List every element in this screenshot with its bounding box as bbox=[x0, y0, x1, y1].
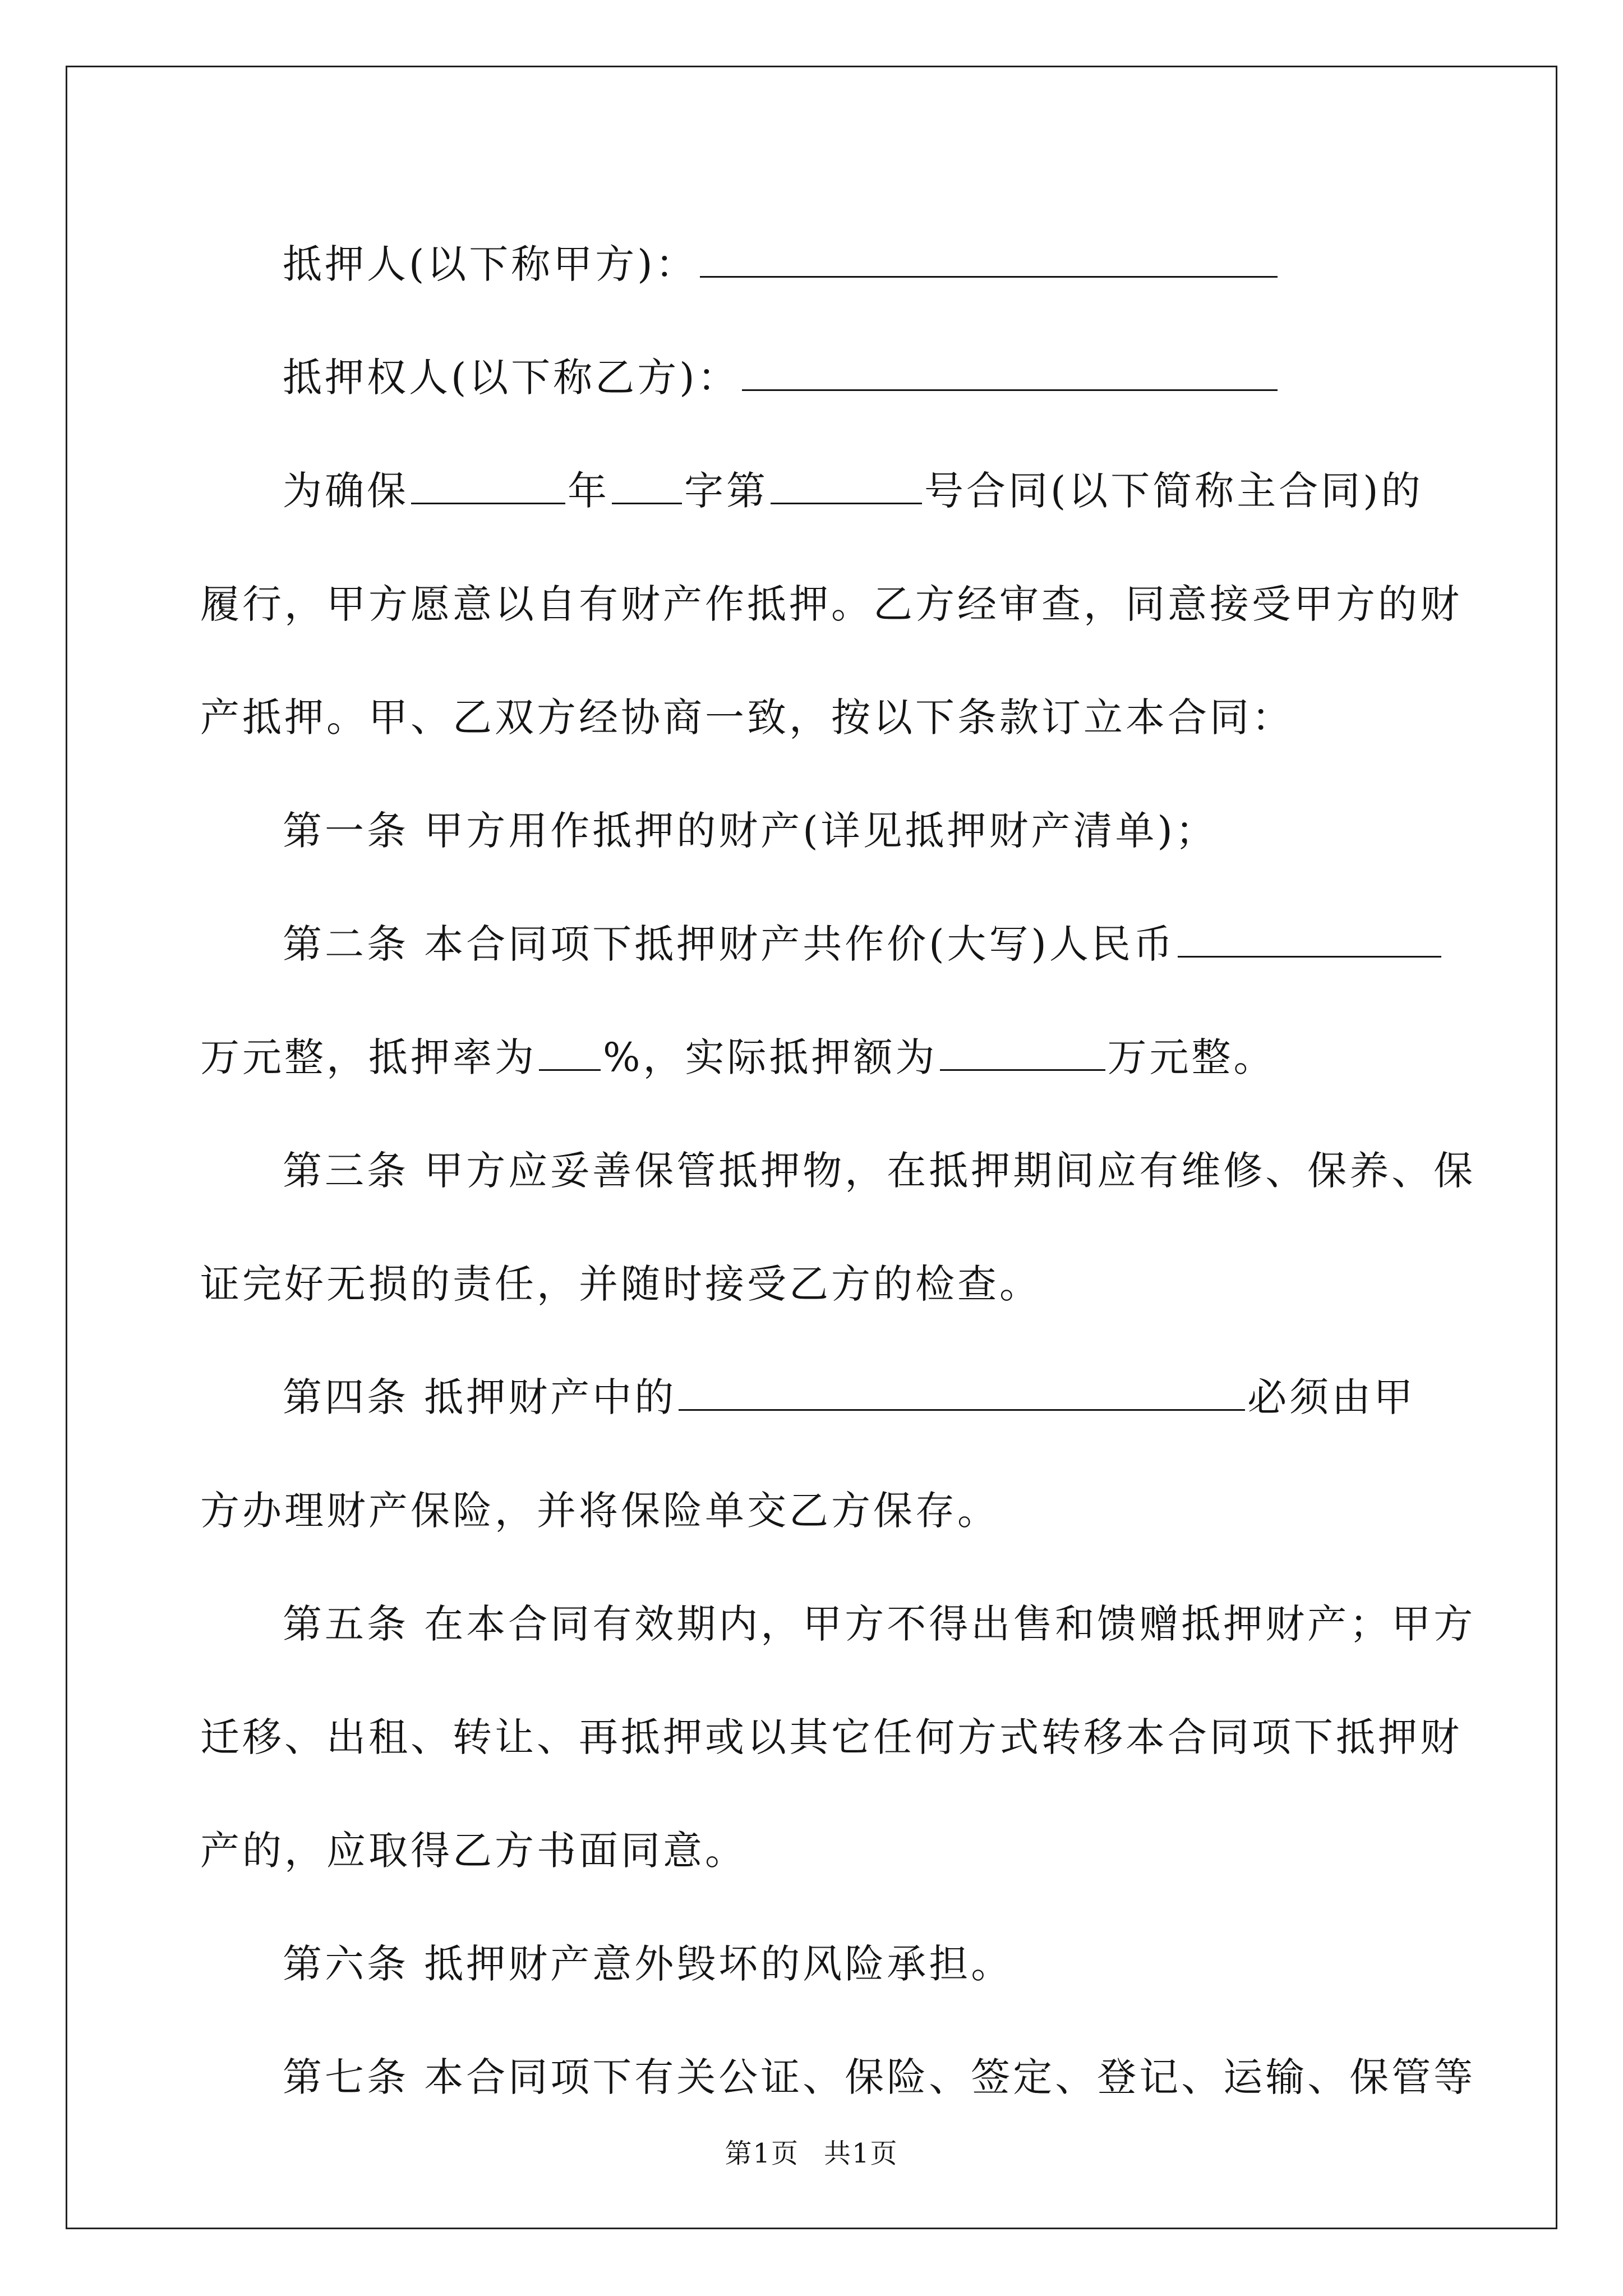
article-2 bbox=[200, 887, 1434, 1001]
text-segment: 第七条 本合同项下有关公证、保险、签定、登记、运输、保管等 bbox=[283, 2054, 1476, 2100]
contract-number-blank[interactable] bbox=[771, 470, 922, 504]
text-segment: 履行，甲方愿意以自有财产作抵押。乙方经审查，同意接受甲方的财 bbox=[200, 581, 1462, 627]
paragraph-line bbox=[200, 1001, 1434, 1114]
text-segment: 年 bbox=[568, 468, 610, 514]
text-segment: 产抵押。甲、乙双方经协商一致，按以下条款订立本合同： bbox=[200, 694, 1294, 740]
text-segment: 第六条 抵押财产意外毁坏的风险承担。 bbox=[283, 1941, 1013, 1987]
text-segment: 第五条 在本合同有效期内，甲方不得出售和馈赠抵押财产；甲方 bbox=[283, 1601, 1476, 1647]
mortgagee-label: 抵押权人(以下称乙方)： bbox=[283, 355, 740, 401]
paragraph-line bbox=[200, 547, 1462, 661]
valuation-blank[interactable] bbox=[1178, 923, 1441, 958]
text-segment: 字第 bbox=[684, 468, 768, 514]
article-1 bbox=[200, 774, 1434, 887]
article-6 bbox=[200, 1907, 1434, 2021]
text-segment: 第一条 甲方用作抵押的财产(详见抵押财产清单)； bbox=[283, 808, 1218, 854]
paragraph-line bbox=[200, 661, 1434, 774]
text-segment: 万元整，抵押率为 bbox=[200, 1034, 537, 1080]
page-number: 第1页 bbox=[725, 2138, 799, 2169]
mortgage-rate-blank[interactable] bbox=[539, 1037, 601, 1071]
article-7 bbox=[200, 2021, 1476, 2134]
article-4 bbox=[200, 1341, 1434, 1454]
contract-body bbox=[200, 0, 1476, 2134]
article-3 bbox=[200, 1114, 1476, 1227]
text-segment: 必须由甲 bbox=[1247, 1374, 1416, 1420]
page-footer bbox=[0, 2132, 1623, 2170]
contract-word-blank[interactable] bbox=[612, 470, 682, 504]
mortgagor-line bbox=[200, 208, 1434, 321]
page-total: 共1页 bbox=[824, 2138, 898, 2169]
text-segment: 万元整。 bbox=[1107, 1034, 1276, 1080]
article-5 bbox=[200, 1567, 1476, 1681]
mortgagor-blank[interactable] bbox=[700, 243, 1278, 278]
mortgagor-label: 抵押人(以下称甲方)： bbox=[283, 241, 698, 287]
paragraph-line bbox=[200, 1681, 1462, 1794]
text-segment: 第三条 甲方应妥善保管抵押物，在抵押期间应有维修、保养、保 bbox=[283, 1148, 1476, 1194]
text-segment: 第二条 本合同项下抵押财产共作价(大写)人民币 bbox=[283, 921, 1175, 967]
mortgage-amount-blank[interactable] bbox=[940, 1037, 1105, 1071]
paragraph-line bbox=[200, 1454, 1434, 1567]
paragraph-line bbox=[200, 434, 1434, 547]
text-segment: 迁移、出租、转让、再抵押或以其它任何方式转移本合同项下抵押财 bbox=[200, 1714, 1462, 1760]
contract-year-blank[interactable] bbox=[411, 470, 565, 504]
mortgagee-blank[interactable] bbox=[742, 357, 1278, 391]
insured-property-blank[interactable] bbox=[679, 1377, 1245, 1411]
mortgagee-line bbox=[200, 321, 1434, 434]
text-segment: 为确保 bbox=[283, 468, 409, 514]
paragraph-line bbox=[200, 1794, 1434, 1907]
text-segment: 产的，应取得乙方书面同意。 bbox=[200, 1828, 747, 1874]
text-segment: 证完好无损的责任，并随时接受乙方的检查。 bbox=[200, 1261, 1041, 1307]
text-segment: 号合同(以下简称主合同)的 bbox=[924, 468, 1423, 514]
paragraph-line bbox=[200, 1227, 1434, 1341]
text-segment: %，实际抵押额为 bbox=[603, 1034, 938, 1080]
text-segment: 第四条 抵押财产中的 bbox=[283, 1374, 677, 1420]
text-segment: 方办理财产保险，并将保险单交乙方保存。 bbox=[200, 1488, 999, 1534]
